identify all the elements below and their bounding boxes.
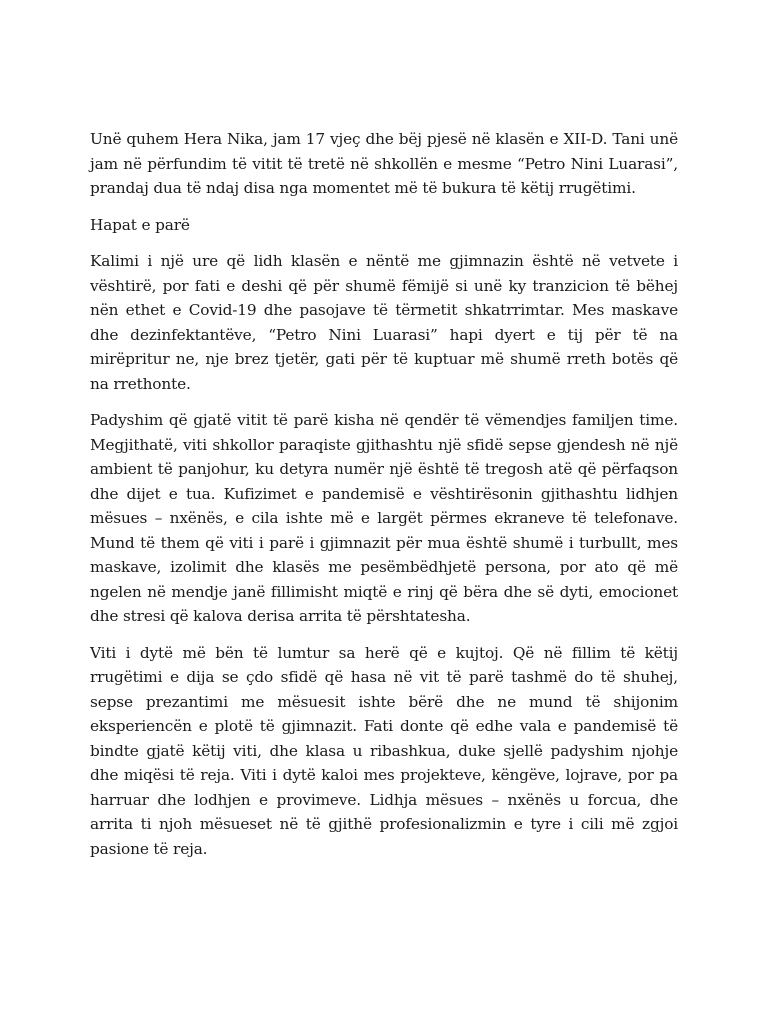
paragraph-second-year: Viti i dytë më bën të lumtur sa herë që e kujtoj. Që në fillim të këtij rrugëtimi e dija se çdo sfidë që hasa në vit të parë tashmë do të shuhej, sepse prezantimi me mësuesit ishte bërë dhe ne mund të shijonim eksperiencën e plotë të gjimnazit. Fati donte që edhe vala e pandemisë të bindte gjatë këtij viti, dhe klasa u ribashkua, duke sjellë padyshim njohje dhe miqësi të reja. Viti i dytë kaloi mes projekteve, këngëve, lojrave, por pa harruar dhe lodhjen e provimeve. Lidhja mësues – nxënës u forcua, dhe arrita ti njoh mësueset në të gjithë profesionalizmin e tyre i cili më zgjoi pasione të reja. (90, 643, 678, 858)
paragraph-first-year: Padyshim që gjatë vitit të parë kisha në qendër të vëmendjes familjen time. Megjithatë, viti shkollor paraqiste gjithashtu një sfidë sepse gjendesh në një ambient të panjohur, ku detyra numër një është të tregosh atë që përfaqson dhe dijet e tua. Kufizimet e pandemisë e vështirësonin gjithashtu lidhjen mësues – nxënës, e cila ishte më e largët përmes ekraneve të telefonave. Mund të them që viti i parë i gjimnazit për mua është shumë i turbullt, mes maskave, izolimit dhe klasës me pesëmbëdhjetë persona, por ato që më ngelen në mendje janë fillimisht miqtë e rinj që bëra dhe së dyti, emocionet dhe stresi që kalova derisa arrita të përshtatesha. (90, 411, 678, 625)
paragraph-first-steps: Kalimi i një ure që lidh klasën e nëntë me gjimnazin është në vetvete i vështirë, por fati e deshi që për shumë fëmijë si unë ky tranzicion të bëhej nën ethet e Covid-19 dhe pasojave të tërmetit shkatrrimtar. Mes maskave dhe dezinfektantëve, “Petro Nini Luarasi” hapi dyert e tij për të na mirëpritur ne, nje brez tjetër, gati për të kuptuar më shumë rreth botës që na rrethonte. (90, 252, 678, 393)
section-heading: Hapat e parë (90, 215, 190, 234)
document-body (90, 127, 678, 873)
intro-paragraph: Unë quhem Hera Nika, jam 17 vjeç dhe bëj pjesë në klasën e XII-D. Tani unë jam në përfundim të vitit të tretë në shkollën e mesme “Petro Nini Luarasi”, prandaj dua të ndaj disa nga momentet më të bukura të këtij rrugëtimi. (90, 130, 678, 197)
